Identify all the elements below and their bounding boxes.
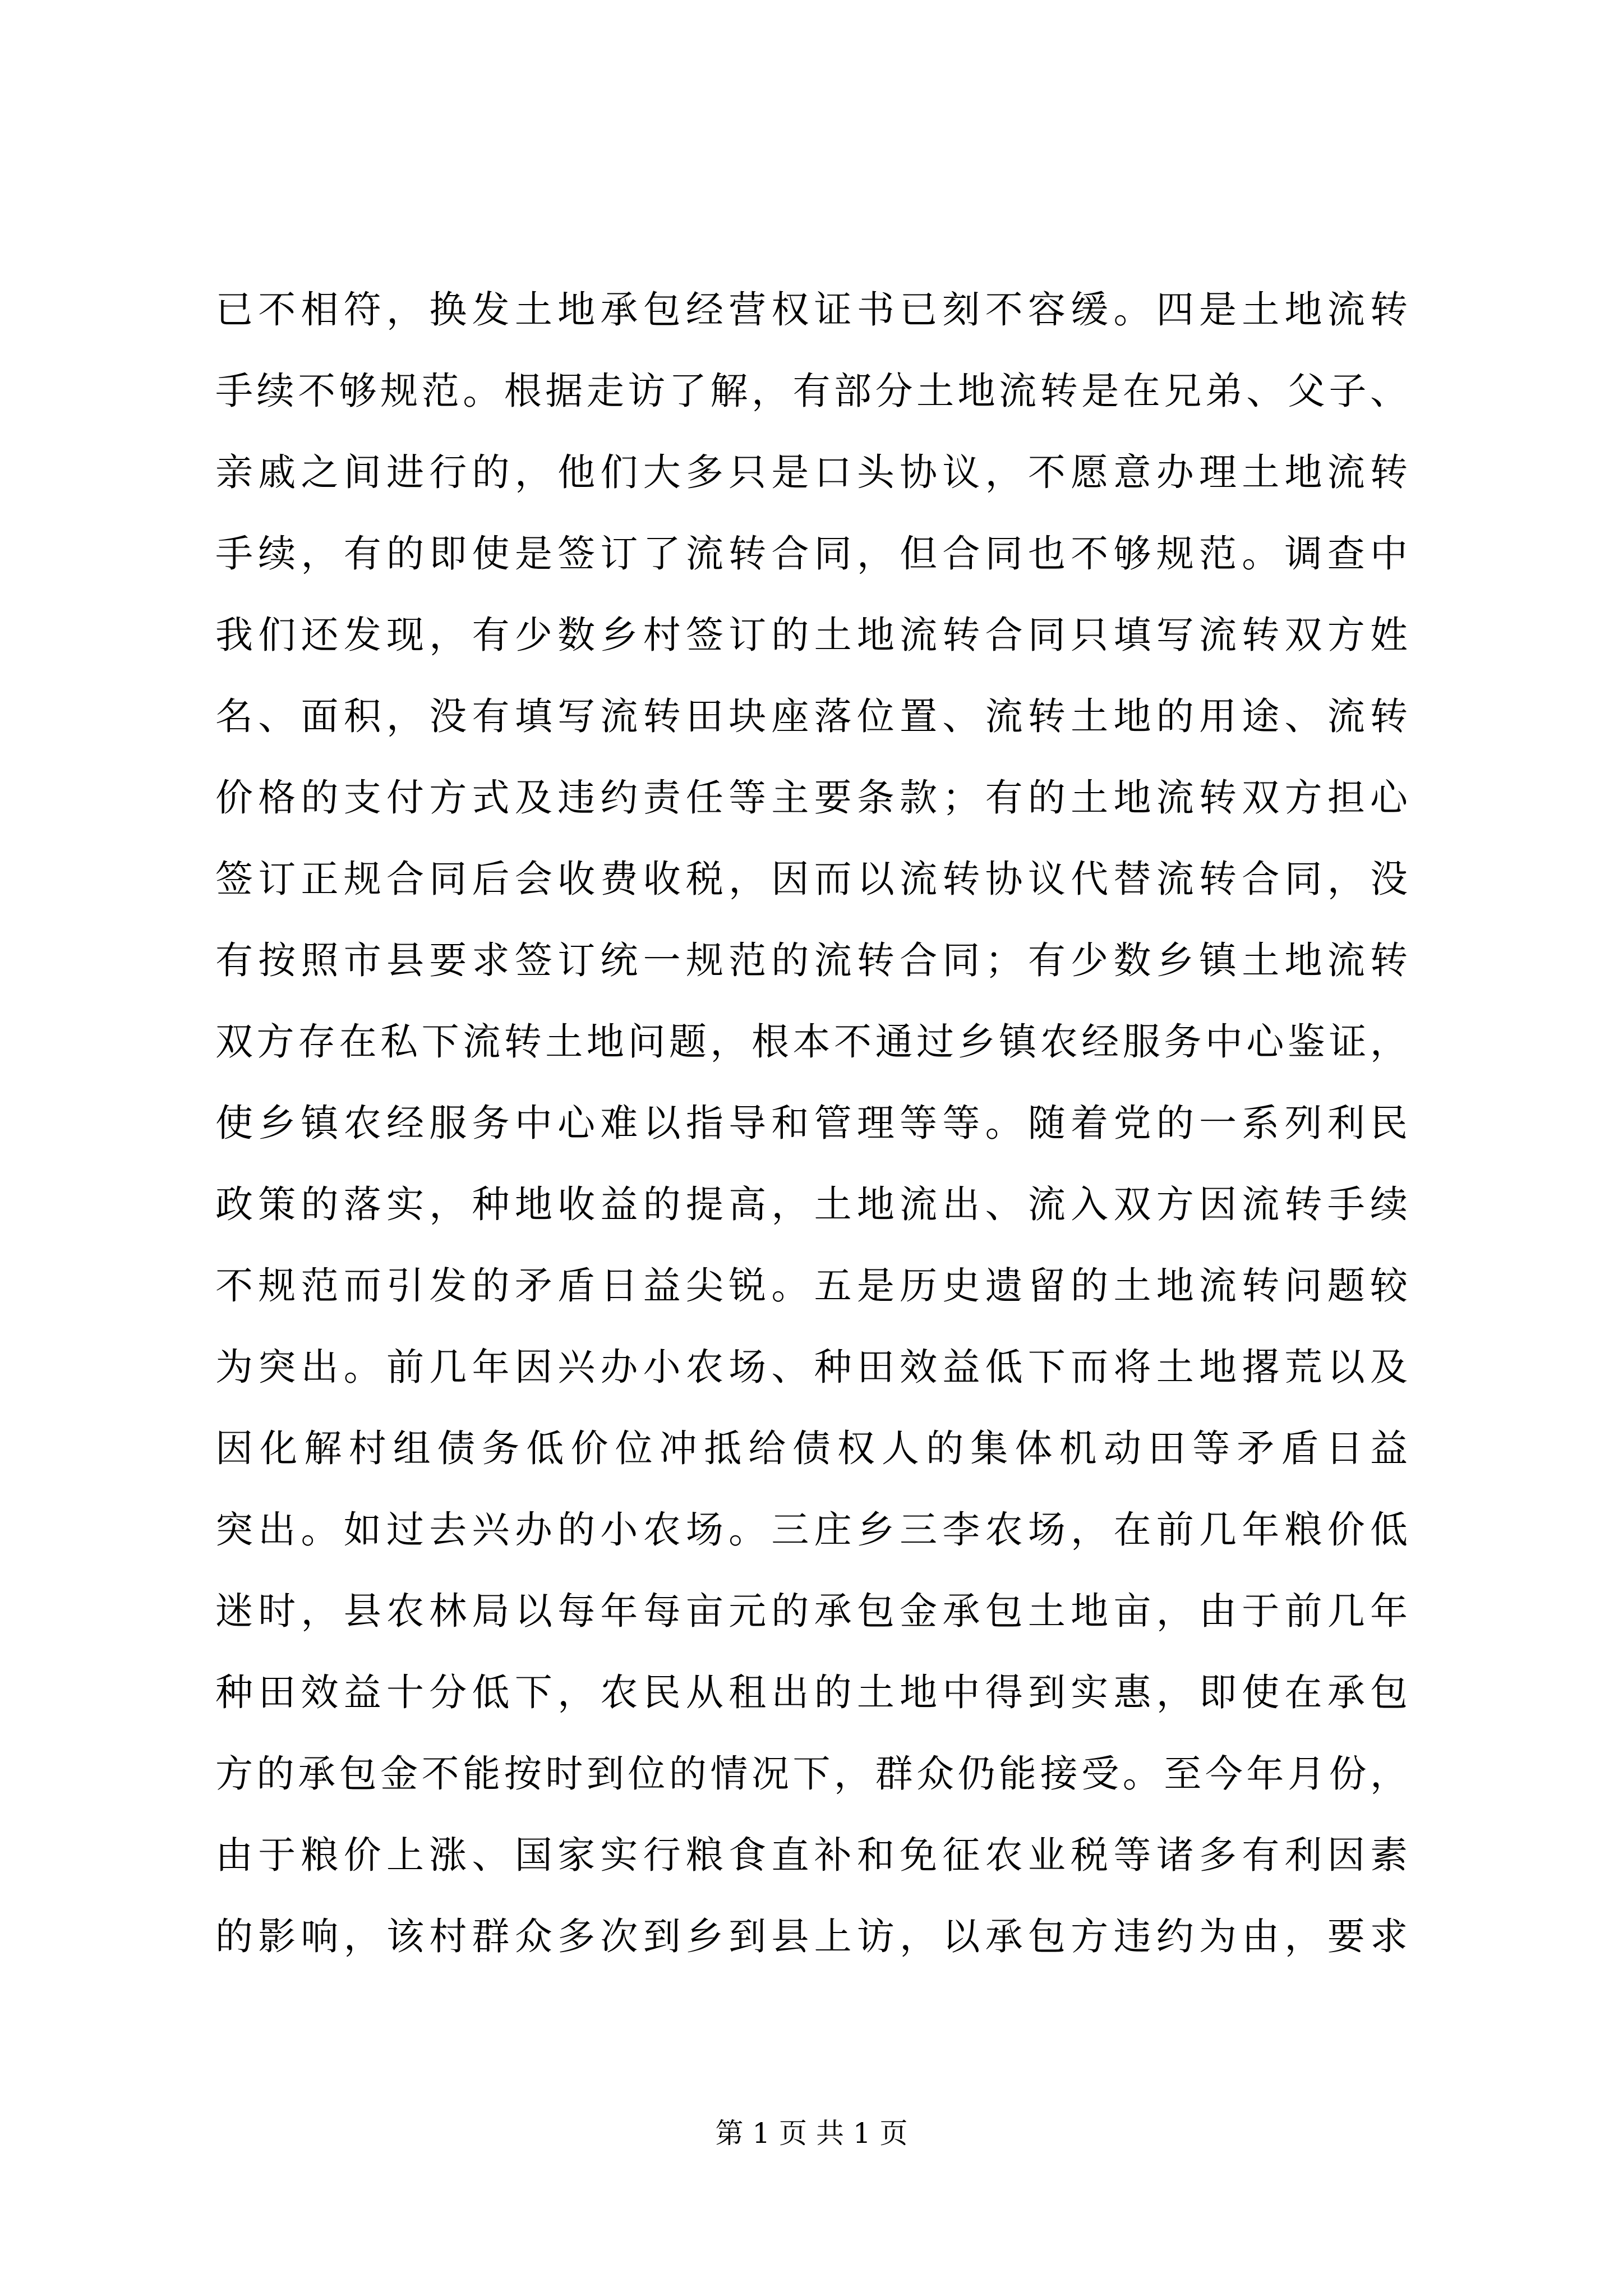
body-text [215,269,1408,1977]
text-line: 亲戚之间进行的，他们大多只是口头协议，不愿意办理土地流转 [215,450,1408,494]
page-footer [0,2114,1623,2153]
text-line: 由于粮价上涨、国家实行粮食直补和免征农业税等诸多有利因素 [215,1833,1408,1877]
text-line: 方的承包金不能按时到位的情况下，群众仍能接受。至今年月份， [215,1752,1408,1796]
text-line: 名、面积，没有填写流转田块座落位置、流转土地的用途、流转 [215,694,1408,738]
page-number-label: 第 1 页 共 1 页 [715,2117,908,2150]
text-line: 迷时，县农林局以每年每亩元的承包金承包土地亩，由于前几年 [215,1589,1408,1633]
text-line: 价格的支付方式及违约责任等主要条款；有的土地流转双方担心 [215,776,1408,820]
text-line: 我们还发现，有少数乡村签订的土地流转合同只填写流转双方姓 [215,613,1408,657]
text-line: 种田效益十分低下，农民从租出的土地中得到实惠，即使在承包 [215,1671,1408,1714]
text-line: 不规范而引发的矛盾日益尖锐。五是历史遗留的土地流转问题较 [215,1264,1408,1308]
text-line: 使乡镇农经服务中心难以指导和管理等等。随着党的一系列利民 [215,1101,1408,1145]
text-line: 为突出。前几年因兴办小农场、种田效益低下而将土地撂荒以及 [215,1345,1408,1389]
text-line: 有按照市县要求签订统一规范的流转合同；有少数乡镇土地流转 [215,938,1408,982]
text-line: 手续，有的即使是签订了流转合同，但合同也不够规范。调查中 [215,532,1408,576]
text-line: 已不相符，换发土地承包经营权证书已刻不容缓。四是土地流转 [215,288,1408,332]
text-line: 的影响，该村群众多次到乡到县上访，以承包方违约为由，要求 [215,1915,1408,1958]
text-line: 签订正规合同后会收费收税，因而以流转协议代替流转合同，没 [215,857,1408,901]
text-line: 手续不够规范。根据走访了解，有部分土地流转是在兄弟、父子、 [215,369,1408,413]
text-line: 因化解村组债务低价位冲抵给债权人的集体机动田等矛盾日益 [215,1427,1408,1470]
text-line: 突出。如过去兴办的小农场。三庄乡三李农场，在前几年粮价低 [215,1508,1408,1552]
text-line: 双方存在私下流转土地问题，根本不通过乡镇农经服务中心鉴证， [215,1020,1408,1064]
text-line: 政策的落实，种地收益的提高，土地流出、流入双方因流转手续 [215,1182,1408,1226]
